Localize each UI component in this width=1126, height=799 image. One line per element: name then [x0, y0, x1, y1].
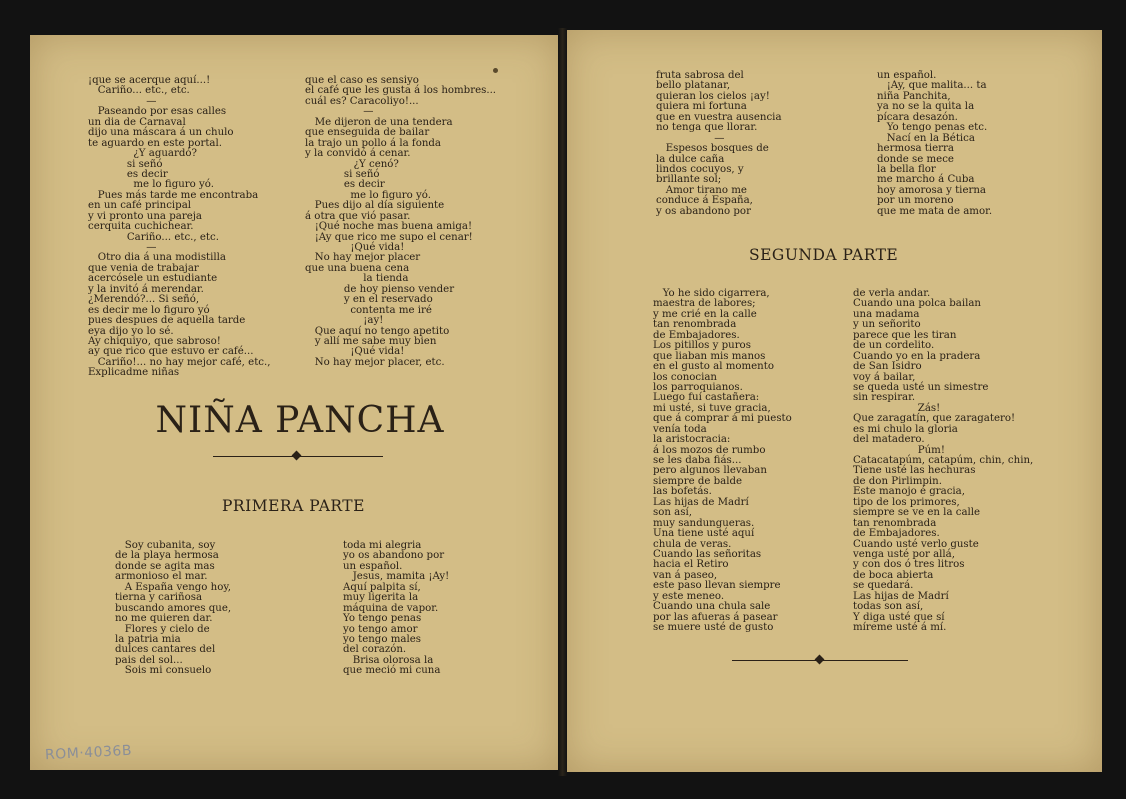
verse-line: tan renombrada: [653, 319, 737, 331]
verse-line: mi usté, si tuve gracia,: [653, 402, 771, 414]
left-column-3: [115, 541, 231, 677]
left-column-1: [88, 76, 270, 379]
verse-line: No hay mejor placer: [305, 252, 421, 264]
right-column-2: [877, 71, 992, 217]
verse-line: del matadero.: [853, 434, 925, 446]
verse-line: ¡Qué vida!: [305, 242, 405, 253]
verse-line: Aquí palpita sí,: [343, 581, 421, 593]
verse-line: hermosa tierra: [877, 143, 954, 155]
ink-spot: [493, 68, 498, 73]
verse-line: en un café principal: [88, 200, 192, 212]
verse-line: y en el reservado: [305, 294, 433, 306]
part-one-title: PRIMERA PARTE: [222, 497, 365, 515]
verse-line: —: [305, 106, 374, 118]
verse-line: y con dos ó tres litros: [853, 559, 965, 571]
verse-line: me lo figuro yó.: [88, 179, 214, 191]
verse-line: de Embajadores.: [853, 528, 940, 540]
verse-line: de hoy pienso vender: [305, 283, 455, 295]
verse-line: un español.: [877, 70, 937, 81]
verse-line: ¡Ay, que malita... ta: [877, 80, 987, 92]
verse-line: de San Isidro: [853, 361, 922, 373]
verse-line: donde se agita mas: [115, 560, 215, 572]
verse-line: es mi chulo la gloria: [853, 423, 958, 435]
verse-line: Este manojo é gracia,: [853, 486, 965, 498]
verse-line: no tenga que llorar.: [656, 122, 758, 134]
right-column-1: [656, 71, 782, 217]
verse-line: hacia el Retiro: [653, 559, 729, 571]
verse-line: ¡Ay que rico me supo el cenar!: [305, 231, 473, 243]
verse-line: de verla andar.: [853, 288, 931, 299]
verse-line: yo tengo amor: [343, 623, 418, 635]
verse-line: cuál es? Caracoliyo!...: [305, 95, 419, 107]
verse-line: —: [88, 95, 157, 107]
verse-line: Zás!: [853, 402, 941, 414]
verse-line: tierna y cariñosa: [115, 592, 203, 604]
verse-line: dulces cantares del: [115, 644, 216, 656]
verse-line: Luego fuí castañera:: [653, 392, 760, 404]
verse-line: Pues dijo al día siguiente: [305, 200, 445, 212]
verse-line: son así,: [653, 507, 692, 519]
right-column-4: [853, 289, 1033, 633]
verse-line: es decir: [305, 179, 385, 191]
verse-line: los conocian: [653, 371, 717, 383]
verse-line: quieran los cielos ¡ay!: [656, 90, 770, 102]
verse-line: eya dijo yo lo sé.: [88, 325, 174, 337]
verse-line: muy ligerita la: [343, 592, 419, 604]
verse-line: Catacatapúm, catapúm, chin, chin,: [853, 455, 1034, 466]
verse-line: Otro dia á una modistilla: [88, 252, 226, 264]
verse-line: se queda usté un simestre: [853, 381, 989, 393]
verse-line: contenta me iré: [305, 304, 432, 316]
verse-line: si señó: [305, 168, 380, 180]
verse-line: —: [88, 242, 157, 253]
verse-line: ¡Qué vida!: [305, 346, 405, 358]
verse-line: la trajo un pollo á la fonda: [305, 137, 441, 149]
verse-line: fruta sabrosa del: [656, 70, 744, 81]
verse-line: Amor tirano me: [656, 184, 747, 196]
verse-line: dijo una máscara á un chulo: [88, 127, 234, 139]
verse-line: que meció mi cuna: [343, 665, 441, 677]
main-title: NIÑA PANCHA: [155, 400, 445, 441]
verse-line: Cuando una chula sale: [653, 601, 771, 613]
verse-line: el café que les gusta á los hombres...: [305, 85, 497, 97]
verse-line: si señó: [88, 158, 163, 170]
verse-line: buscando amores que,: [115, 602, 232, 614]
verse-line: ¿Y aguardó?: [88, 148, 197, 160]
verse-line: la bella flor: [877, 163, 936, 175]
verse-line: venga usté por allá,: [853, 548, 955, 560]
verse-line: y os abandono por: [656, 205, 751, 217]
verse-line: toda mi alegria: [343, 540, 422, 551]
verse-line: yo os abandono por: [343, 550, 445, 562]
verse-line: Los pitillos y puros: [653, 340, 751, 352]
verse-line: ¡Qué noche mas buena amiga!: [305, 221, 473, 233]
left-column-4: [343, 541, 449, 677]
verse-line: Cuando yo en la pradera: [853, 350, 981, 362]
verse-line: van á paseo,: [653, 569, 718, 581]
verse-line: y este meneo.: [653, 590, 725, 602]
verse-line: á otra que vió pasar.: [305, 210, 411, 222]
verse-line: quiera mi fortuna: [656, 101, 747, 113]
verse-line: A España vengo hoy,: [115, 581, 232, 593]
verse-line: y allí me sabe muy bien: [305, 335, 437, 347]
verse-line: la dulce caña: [656, 153, 725, 165]
verse-line: por las afueras á pasear: [653, 611, 778, 623]
verse-line: Que zaragatín, que zaragatero!: [853, 413, 1016, 425]
verse-line: pues despues de aquella tarde: [88, 315, 246, 327]
verse-line: Jesus, mamita ¡Ay!: [343, 571, 450, 583]
verse-line: Tiene usté las hechuras: [853, 465, 976, 477]
verse-line: venía toda: [653, 423, 707, 435]
verse-line: ¿Merendó?... Si señó,: [88, 294, 200, 306]
verse-line: es decir me lo figuro yó: [88, 304, 210, 316]
verse-line: pais del sol...: [115, 654, 183, 666]
verse-line: la tienda: [305, 273, 409, 285]
verse-line: armonioso el mar.: [115, 571, 208, 583]
verse-line: un dia de Carnaval: [88, 116, 186, 128]
verse-line: de Embajadores.: [653, 329, 740, 341]
verse-line: siempre se ve en la calle: [853, 507, 981, 519]
verse-line: Sois mi consuelo: [115, 665, 212, 677]
verse-line: ay que rico que estuvo er café...: [88, 346, 254, 358]
verse-line: que me mata de amor.: [877, 205, 993, 217]
verse-line: Cuando usté verlo guste: [853, 538, 979, 550]
verse-line: y un señorito: [853, 319, 921, 331]
verse-line: los parroquianos.: [653, 381, 743, 393]
verse-line: Púm!: [853, 444, 945, 456]
verse-line: tan renombrada: [853, 517, 937, 529]
verse-line: Una tiene usté aquí: [653, 528, 755, 540]
verse-line: que venia de trabajar: [88, 262, 199, 274]
verse-line: me lo figuro yó.: [305, 189, 431, 201]
verse-line: Explicadme niñas: [88, 367, 180, 379]
verse-line: la aristocracia:: [653, 434, 731, 446]
verse-line: las bofetás.: [653, 486, 712, 498]
verse-line: Yo tengo penas etc.: [877, 122, 988, 134]
verse-line: míreme usté á mí.: [853, 622, 947, 633]
verse-line: Ay chiquiyo, que sabroso!: [88, 335, 221, 347]
verse-line: ¡que se acerque aquí...!: [88, 75, 211, 86]
verse-line: —: [656, 132, 725, 144]
verse-line: la patria mia: [115, 633, 181, 645]
verse-line: Cariño... etc., etc.: [88, 85, 190, 97]
verse-line: chula de veras.: [653, 538, 732, 550]
verse-line: de don Pirlimpin.: [853, 475, 942, 487]
verse-line: de boca abierta: [853, 569, 934, 581]
verse-line: lindos cocuyos, y: [656, 163, 744, 175]
verse-line: No hay mejor placer, etc.: [305, 356, 445, 368]
verse-line: del corazón.: [343, 644, 407, 656]
verse-line: un español.: [343, 560, 403, 572]
verse-line: cerquita cuchichear.: [88, 221, 194, 233]
verse-line: tipo de los primores,: [853, 496, 960, 508]
verse-line: siempre de balde: [653, 475, 743, 487]
verse-line: niña Panchita,: [877, 90, 951, 102]
verse-line: ¿Y cenó?: [305, 158, 399, 170]
verse-line: á los mozos de rumbo: [653, 444, 766, 456]
verse-line: Yo he sido cigarrera,: [653, 288, 770, 299]
verse-line: sin respirar.: [853, 392, 916, 404]
verse-line: me marcho á Cuba: [877, 174, 975, 186]
verse-line: Cuando una polca bailan: [853, 298, 981, 310]
verse-line: máquina de vapor.: [343, 602, 439, 614]
verse-line: este paso llevan siempre: [653, 580, 781, 592]
verse-line: Y diga usté que sí: [853, 611, 945, 623]
right-column-3: [653, 289, 792, 633]
verse-line: Cuando las señoritas: [653, 548, 762, 560]
verse-line: pícara desazón.: [877, 111, 958, 123]
verse-line: se quedará.: [853, 580, 914, 592]
verse-line: de un cordelito.: [853, 340, 935, 352]
verse-line: donde se mece: [877, 153, 954, 165]
verse-line: Cariño... etc., etc.: [88, 231, 219, 243]
verse-line: que en vuestra ausencia: [656, 111, 782, 123]
verse-line: brillante sol;: [656, 174, 722, 186]
part-two-title: SEGUNDA PARTE: [749, 246, 899, 264]
verse-line: Las hijas de Madrí: [853, 590, 949, 602]
verse-line: todas son así,: [853, 601, 924, 613]
verse-line: bello platanar,: [656, 80, 731, 92]
verse-line: Que aquí no tengo apetito: [305, 325, 450, 337]
verse-line: Espesos bosques de: [656, 143, 769, 155]
library-stamp: ROM·4036B: [44, 742, 133, 764]
verse-line: que á comprar á mi puesto: [653, 413, 792, 425]
verse-line: Yo tengo penas: [343, 613, 422, 625]
verse-line: no me quieren dar.: [115, 613, 213, 625]
verse-line: pero algunos llevaban: [653, 465, 767, 477]
verse-line: yo tengo males: [343, 633, 421, 645]
verse-line: de la playa hermosa: [115, 550, 219, 562]
verse-line: se les daba fiás...: [653, 455, 742, 466]
verse-line: que el caso es sensiyo: [305, 75, 419, 86]
verse-line: y la invitó á merendar.: [88, 283, 204, 295]
verse-line: que una buena cena: [305, 262, 410, 274]
verse-line: y vi pronto una pareja: [88, 210, 202, 222]
verse-line: Cariño!... no hay mejor café, etc.,: [88, 356, 271, 368]
verse-line: es decir: [88, 168, 168, 180]
verse-line: en el gusto al momento: [653, 361, 774, 373]
verse-line: ¡ay!: [305, 315, 384, 327]
verse-line: voy á bailar,: [853, 371, 916, 383]
verse-line: y me crié en la calle: [653, 308, 757, 320]
verse-line: por un moreno: [877, 195, 954, 207]
verse-line: parece que les tiran: [853, 329, 957, 341]
verse-line: una madama: [853, 308, 920, 320]
verse-line: hoy amorosa y tierna: [877, 184, 986, 196]
verse-line: ya no se la quita la: [877, 101, 975, 113]
verse-line: Nací en la Bética: [877, 132, 975, 144]
verse-line: Flores y cielo de: [115, 623, 210, 635]
verse-line: se muere usté de gusto: [653, 622, 774, 633]
left-column-2: [305, 76, 496, 368]
verse-line: muy sandungueras.: [653, 517, 755, 529]
verse-line: maestra de labores;: [653, 298, 756, 310]
verse-line: Las hijas de Madrí: [653, 496, 749, 508]
verse-line: Pues más tarde me encontraba: [88, 189, 259, 201]
verse-line: que liaban mis manos: [653, 350, 766, 362]
verse-line: te aguardo en este portal.: [88, 137, 222, 149]
verse-line: que enseguida de bailar: [305, 127, 430, 139]
verse-line: acercósele un estudiante: [88, 273, 218, 285]
verse-line: Brisa olorosa la: [343, 654, 434, 666]
center-fold: [558, 28, 567, 776]
verse-line: Me dijeron de una tendera: [305, 116, 453, 128]
verse-line: Paseando por esas calles: [88, 106, 227, 118]
verse-line: Soy cubanita, soy: [115, 540, 216, 551]
verse-line: conduce á España,: [656, 195, 753, 207]
verse-line: y la convidó á cenar.: [305, 148, 411, 160]
